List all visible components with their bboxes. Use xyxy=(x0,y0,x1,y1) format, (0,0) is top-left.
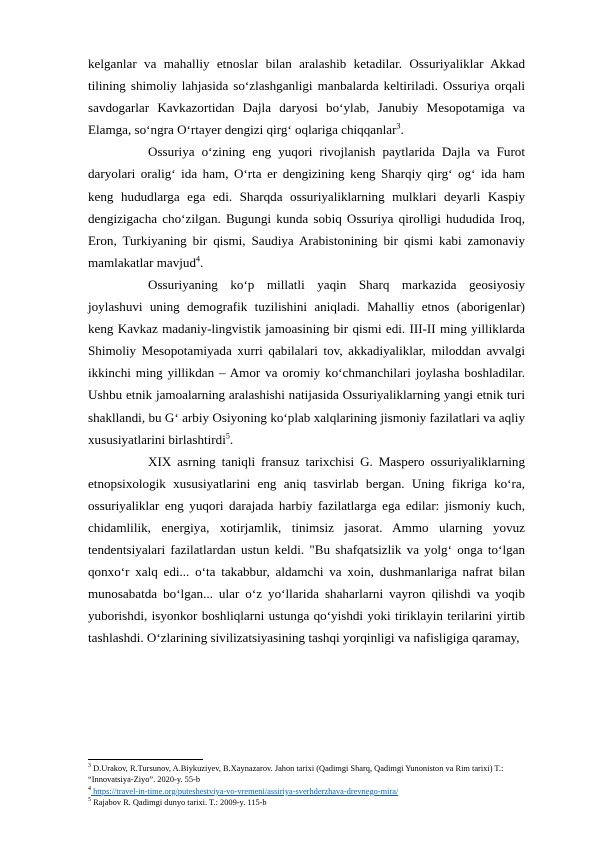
footnote-number: 4 xyxy=(88,786,91,793)
paragraph xyxy=(88,451,525,650)
footnote-divider xyxy=(88,759,203,760)
footnote-number: 5 xyxy=(88,797,91,804)
footnote-ref[interactable]: 5 xyxy=(225,431,230,441)
footnote-link[interactable]: https://travel-in-time.org/puteshestviya-vo-vremeni/assiriya-sverhderzhava-drevnego-mira/ xyxy=(91,786,399,796)
footnotes xyxy=(88,763,525,809)
paragraph-text: Ossuriyaning ko‘p millatli yaqin Sharq markazida geosiyosiy joylashuvi uning demografik tuzilishini aniqladi. Mahalliy etnos (aborigenlar) keng Kavkaz madaniy-lingvistik jamoasining bir qismi edi. III-II ming yilliklarda Shimoliy Mesopotamiyada xurri qabilalari tov, akkadiyaliklar, miloddan avvalgi ikkinchi ming yillikdan – Amor va oromiy ko‘chmanchilari joylasha boshladilar. Ushbu etnik jamoalarning aralashishi natijasida Ossuriyaliklarning yangi etnik turi shakllandi, bu G‘ arbiy Osiyoning ko‘plab xalqlarining jismoniy fazilatlari va aqliy xususiyatlarini birlashtirdi xyxy=(88,276,525,447)
footnote-ref[interactable]: 3 xyxy=(396,121,401,131)
paragraph: Ossuriya o‘zining eng yuqori rivojlanish paytlarida Dajla va Furot daryolari oralig‘ ida ham, O‘rta er dengizining keng Sharqiy qirg‘ og‘ ida ham keng hududlarga ega edi. Sharqda ossuriyaliklarning mulklari deyarli Kaspiy dengizigacha cho‘zilgan. Bugungi kunda sobiq Ossuriya qirolligi hududida Iroq, Eron, Turkiyaning bir qismi, Saudiya Arabistonining bir qismi kabi zamonaviy mamlakatlar mavjud$^4$. xyxy=(88,144,525,270)
paragraph-text: Ossuriya o‘zining eng yuqori rivojlanish paytlarida Dajla va Furot daryolari oralig‘ ida ham, O‘rta er dengizining keng Sharqiy qirg‘ og‘ ida ham keng hududlarga ega edi. Sharqda ossuriyaliklarning mulklari deyarli Kaspiy dengizigacha cho‘zilgan. Bugungi kunda sobiq Ossuriya qirolligi hududida Iroq, Eron, Turkiyaning bir qismi, Saudiya Arabistonining bir qismi kabi zamonaviy mamlakatlar mavjud xyxy=(88,144,525,270)
footnote-number: 3 xyxy=(88,763,91,770)
paragraph-text: kelganlar va mahalliy etnoslar bilan aralashib ketadilar. Ossuriyaliklar Akkad tilining shimoliy lahjasida so‘zlashganligi manbalarda keltiriladi. Ossuriya orqali savdogarlar Kavkazortidan Dajla daryosi bo‘ylab, Janubiy Mesopotamiga va Elamga, so‘ngra O‘rtayer dengizi qirg‘ oqlariga chiqqanlar xyxy=(88,56,525,138)
footnote-text: D.Urakov, R.Tursunov, A.Biykuziyev, B.Xaynazarov. Jahon tarixi (Qadimgi Sharq, Qadimgi Yunoniston va Rim tarixi) T.: “Innovatsiya-Ziyo”. 2020-y. 55-b xyxy=(88,764,504,785)
paragraph: Ossuriyaning ko‘p millatli yaqin Sharq markazida geosiyosiy joylashuvi uning demografik tuzilishini aniqladi. Mahalliy etnos (aborigenlar) keng Kavkaz madaniy-lingvistik jamoasining bir qismi edi. III-II ming yilliklarda Shimoliy Mesopotamiyada xurri qabilalari tov, akkadiyaliklar, miloddan avvalgi ikkinchi ming yillikdan – Amor va oromiy ko‘chmanchilari joylasha boshladilar. Ushbu etnik jamoalarning aralashishi natijasida Ossuriyaliklarning yangi etnik turi shakllandi, bu G‘ arbiy Osiyoning ko‘plab xalqlarining jismoniy fazilatlari va aqliy xususiyatlarini birlashtirdi$^5$. xyxy=(88,276,525,447)
footnote xyxy=(88,786,525,797)
paragraph: kelganlar va mahalliy etnoslar bilan aralashib ketadilar. Ossuriyaliklar Akkad tilining shimoliy lahjasida so‘zlashganligi manbalarda keltiriladi. Ossuriya orqali savdogarlar Kavkazortidan Dajla daryosi bo‘ylab, Janubiy Mesopotamiga va Elamga, so‘ngra O‘rtayer dengizi qirg‘ oqlariga chiqqanlar$^3$. xyxy=(88,56,525,138)
footnote xyxy=(88,797,525,808)
paragraph-text: XIX asrning taniqli fransuz tarixchisi G. Maspero ossuriyaliklarning etnopsixologik xususiyatlarini eng aniq tasvirlab bergan. Uning fikriga ko‘ra, ossuriyaliklar eng yuqori darajada harbiy fazilatlarga ega edilar: jismoniy kuch, chidamlilik, energiya, xotirjamlik, tinimsiz jasorat. Ammo ularning yovuz tendentsiyalari fazilatlardan ustun keldi. "Bu shafqatsizlik va yolg‘ onga to‘lgan qonxo‘r xalq edi... o‘ta takabbur, aldamchi va xoin, dushmanlariga nafrat bilan munosabatda bo‘lgan... ular o‘z yo‘llarida shaharlarni vayron qilishdi va yoqib yuborishdi, isyonkor boshliqlarni ustunga qo‘yishdi yoki tiriklayin terilarini yirtib tashlashdi. O‘zlarining sivilizatsiyasining tashqi yorqinligi va nafisligiga qaramay, xyxy=(88,453,525,646)
footnote-text: Rajabov R. Qadimgi dunyo tarixi. T.: 2009-y. 115-b xyxy=(91,798,267,808)
footnote-ref[interactable]: 4 xyxy=(196,254,200,264)
body-text xyxy=(88,53,525,650)
footnote xyxy=(88,763,525,786)
